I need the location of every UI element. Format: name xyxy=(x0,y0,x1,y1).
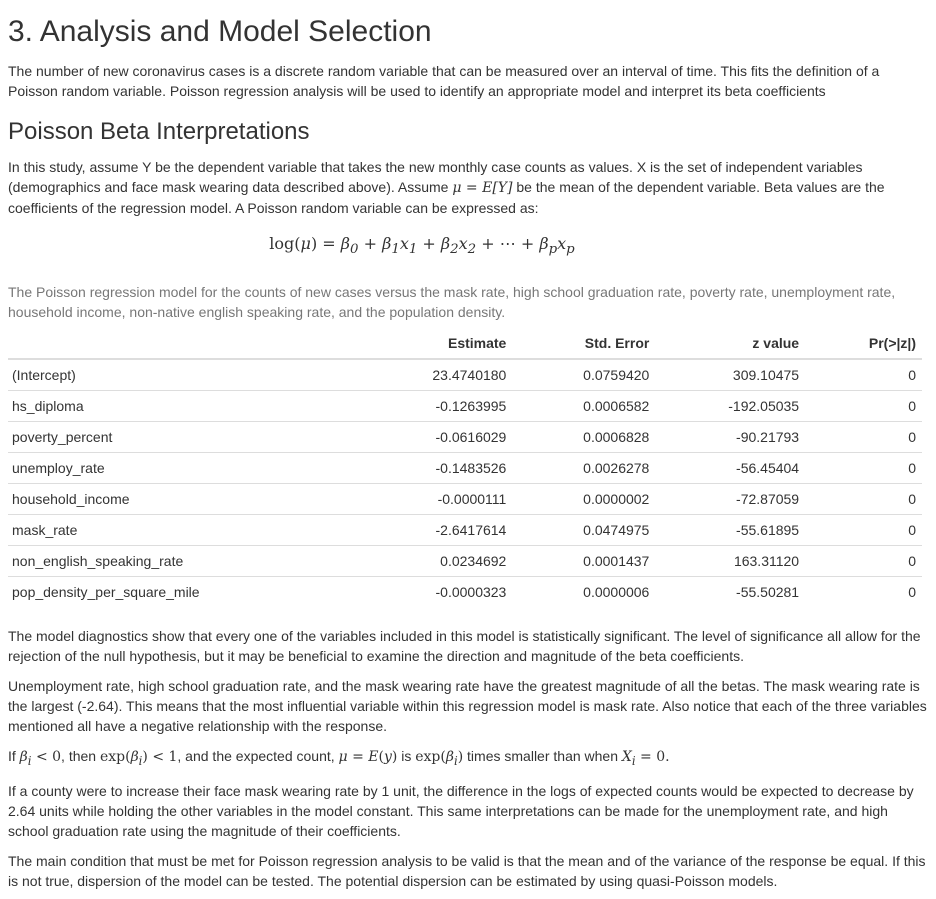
rule-then: , then xyxy=(61,748,100,765)
estimate-cell: -0.0000111 xyxy=(338,484,512,515)
regression-coefficients-table xyxy=(8,328,922,607)
rule-if: If xyxy=(8,748,20,765)
std-error-cell: 0.0759420 xyxy=(583,367,650,384)
estimate-cell: 23.4740180 xyxy=(432,367,507,384)
x-equals-zero-formula: $X_i = 0$. xyxy=(621,749,670,768)
p-value-cell: 0 xyxy=(805,484,922,515)
table-row xyxy=(8,546,922,577)
table-row xyxy=(8,515,922,546)
header-estimate: Estimate xyxy=(338,328,512,359)
std-error-cell: 0.0001437 xyxy=(512,546,655,577)
interpretation-paragraph: If a county were to increase their face mask wearing rate by 1 unit, the difference in the logs of expected counts would be expected to decrease by 2.64 units while holding the other variables in the model constant. This same interpretations can be made for the unemployment rate, and high school graduation rate using the magnitude of their coefficients. xyxy=(8,782,914,839)
section-title: 3. Analysis and Model Selection xyxy=(8,15,432,48)
p-value-cell: 0 xyxy=(908,367,916,384)
z-value-cell: 163.31120 xyxy=(655,546,805,577)
condition-paragraph: The main condition that must be met for Poisson regression analysis to be valid is that the mean and of the variance of the response be equal. If this is not true, dispersion of the model can be tested. The potential dispersion can be estimated by using quasi-Poisson models. xyxy=(8,852,926,889)
z-value-cell: -90.21793 xyxy=(655,422,805,453)
term-cell: non_english_speaking_rate xyxy=(8,546,338,577)
header-term xyxy=(8,328,338,359)
beta-rule-paragraph xyxy=(8,746,928,771)
table-row xyxy=(8,359,922,391)
estimate-cell: -0.1263995 xyxy=(338,391,512,422)
study-text-part2: be the mean of the dependent variable. Beta values are the coefficients of the regression model. A Poisson random variable can be expressed as: xyxy=(8,179,885,216)
diagnostics-paragraph: The model diagnostics show that every one of the variables included in this model is statistically significant. The level of significance all allow for the rejection of the null hypothesis, but it may be beneficial to examine the direction and magnitude of the beta coefficients. xyxy=(8,628,921,665)
table-row xyxy=(8,391,922,422)
table-row xyxy=(8,577,922,608)
p-value-cell: 0 xyxy=(805,391,922,422)
std-error-cell: 0.0000002 xyxy=(512,484,655,515)
estimate-cell: -2.6417614 xyxy=(338,515,512,546)
table-row xyxy=(8,422,922,453)
table-header-row xyxy=(8,328,922,359)
mu-equals-ey-formula: μ = E(y) xyxy=(338,749,398,766)
term-cell: mask_rate xyxy=(8,515,338,546)
study-text-part1: In this study, assume Y be the dependent variable that takes the new monthly case counts as values. X is the set of independent variables (demographics and face mask wearing data described above). Assume xyxy=(8,159,863,195)
exp-beta-less-than-one-formula: $\exp(\beta_i) < 1$ xyxy=(99,749,178,768)
rule-is: is xyxy=(397,748,416,765)
std-error-cell: 0.0474975 xyxy=(512,515,655,546)
p-value-cell: 0 xyxy=(805,546,922,577)
std-error-cell: 0.0006582 xyxy=(512,391,655,422)
std-error-cell: 0.0000006 xyxy=(512,577,655,608)
z-value-cell: -55.50281 xyxy=(655,577,805,608)
p-value-cell: 0 xyxy=(805,515,922,546)
term-cell: poverty_percent xyxy=(8,422,338,453)
mu-equals-expectation-formula: μ = E[Y] xyxy=(452,180,513,196)
p-value-cell: 0 xyxy=(805,577,922,608)
document-page xyxy=(0,12,936,891)
std-error-cell: 0.0006828 xyxy=(512,422,655,453)
term-cell: hs_diploma xyxy=(8,391,338,422)
beta-negative-formula: $\beta_i < 0$ xyxy=(19,749,62,768)
header-std-error: Std. Error xyxy=(512,328,655,359)
p-value-cell: 0 xyxy=(805,422,922,453)
intro-paragraph: The number of new coronavirus cases is a discrete random variable that can be measured over an interval of time. This fits the definition of a Poisson random variable. Poisson regression analysis will be used to identify an appropriate model and interpret its beta coefficients xyxy=(8,63,880,99)
rule-times-smaller: times smaller than when xyxy=(463,748,622,765)
term-cell: pop_density_per_square_mile xyxy=(8,577,338,608)
z-value-cell: -56.45404 xyxy=(655,453,805,484)
table-row xyxy=(8,453,922,484)
term-cell: unemploy_rate xyxy=(8,453,338,484)
term-cell: household_income xyxy=(8,484,338,515)
std-error-cell: 0.0026278 xyxy=(512,453,655,484)
table-row xyxy=(8,484,922,515)
magnitude-paragraph: Unemployment rate, high school graduation rate, and the mask wearing rate have the greatest magnitude of all the betas. The mask wearing rate is the largest (-2.64). This means that the most influential variable within this regression model is mask rate. Also notice that each of the three variables mentioned all have a negative relationship with the response. xyxy=(8,678,927,735)
z-value-cell: -192.05035 xyxy=(655,391,805,422)
term-cell: (Intercept) xyxy=(12,367,76,384)
p-value-cell: 0 xyxy=(805,453,922,484)
model-note: The Poisson regression model for the counts of new cases versus the mask rate, high school graduation rate, poverty rate, unemployment rate, household income, non-native english speaking rate, and the population density. xyxy=(8,284,896,321)
header-p-value: Pr(>|z|) xyxy=(805,328,922,359)
z-value-cell: -72.87059 xyxy=(655,484,805,515)
exp-beta-formula: $\exp(\beta_i)$ xyxy=(415,749,464,768)
header-z-value: z value xyxy=(655,328,805,359)
rule-and-expected: , and the expected count, xyxy=(177,748,339,765)
z-value-cell: -55.61895 xyxy=(655,515,805,546)
estimate-cell: -0.0000323 xyxy=(338,577,512,608)
study-paragraph xyxy=(8,157,928,218)
estimate-cell: 0.0234692 xyxy=(338,546,512,577)
z-value-cell: 309.10475 xyxy=(732,367,800,384)
estimate-cell: -0.1483526 xyxy=(338,453,512,484)
poisson-model-equation: $\log(\mu) = \beta_0 + \beta_1x_1 + \beta_2x_2$ + ⋯ + $\beta_px_p$ xyxy=(269,234,575,258)
estimate-cell: -0.0616029 xyxy=(338,422,512,453)
subsection-title: Poisson Beta Interpretations xyxy=(8,118,310,145)
